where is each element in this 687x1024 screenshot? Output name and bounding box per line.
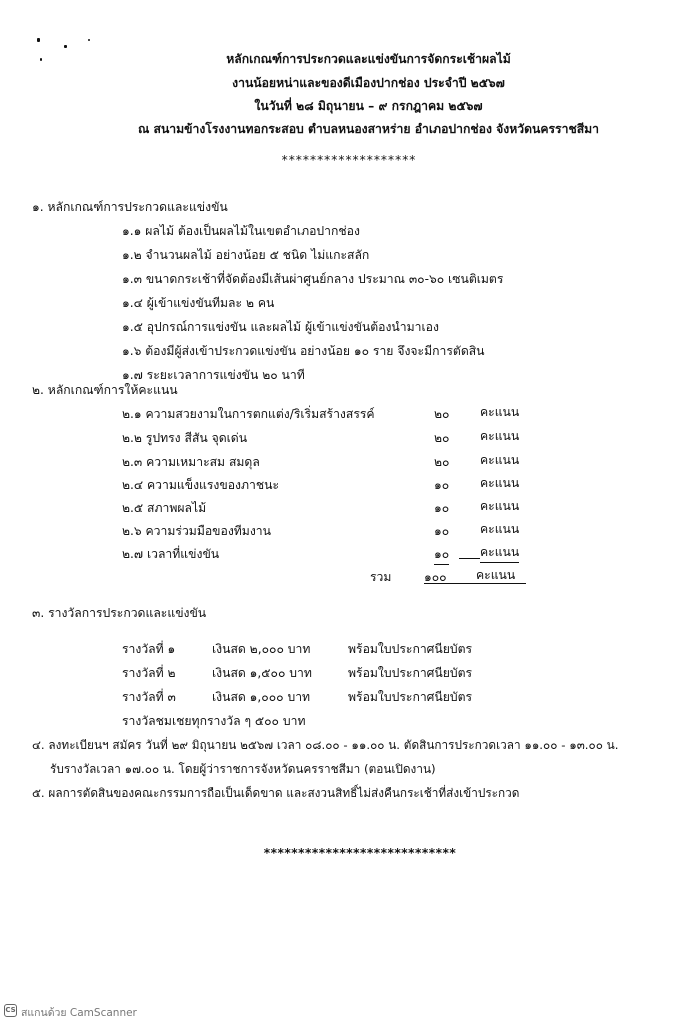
score-unit: คะแนน	[480, 453, 520, 467]
prize-amount: เงินสด ๒,๐๐๐ บาท	[212, 642, 311, 656]
score-label: ๒.๖ ความร่วมมือของทีมงาน	[122, 524, 271, 538]
score-value: ๒๐	[434, 455, 450, 469]
criteria-item: ๑.๖ ต้องมีผู้ส่งเข้าประกวดแข่งขัน อย่างน้อย ๑๐ ราย จึงจะมีการตัดสิน	[122, 344, 485, 358]
total-score: ๑๐๐	[424, 570, 447, 584]
prize-extra: พร้อมใบประกาศนียบัตร	[348, 666, 473, 680]
title-line-2: งานน้อยหน่าและของดีเมืองปากช่อง ประจำปี ๒๕๖๗	[232, 76, 505, 90]
section-1-heading: ๑. หลักเกณฑ์การประกวดและแข่งขัน	[32, 200, 228, 214]
prize-rank: รางวัลที่ ๒	[122, 666, 176, 680]
prize-extra: พร้อมใบประกาศนียบัตร	[348, 690, 473, 704]
criteria-item: ๑.๒ จำนวนผลไม้ อย่างน้อย ๕ ชนิด ไม่แกะสลัก	[122, 248, 370, 262]
score-value: ๒๐	[434, 431, 450, 445]
underline-gap	[459, 558, 480, 559]
criteria-item: ๑.๗ ระยะเวลาการแข่งขัน ๒๐ นาที	[122, 368, 305, 382]
prize-amount: เงินสด ๑,๕๐๐ บาท	[212, 666, 312, 680]
criteria-item: ๑.๓ ขนาดกระเช้าที่จัดต้องมีเส้นผ่าศูนย์กลาง ประมาณ ๓๐-๖๐ เซนติเมตร	[122, 272, 504, 286]
score-label: ๒.๑ ความสวยงามในการตกแต่ง/ริเริ่มสร้างสรรค์	[122, 407, 375, 421]
criteria-item: ๑.๑ ผลไม้ ต้องเป็นผลไม้ในเขตอำเภอปากช่อง	[122, 224, 360, 238]
score-unit: คะแนน	[480, 522, 520, 536]
score-label: ๒.๔ ความแข็งแรงของภาชนะ	[122, 478, 279, 492]
criteria-item: ๑.๕ อุปกรณ์การแข่งขัน และผลไม้ ผู้เข้าแข่งขันต้องนำมาเอง	[122, 320, 439, 334]
prize-rank: รางวัลที่ ๑	[122, 642, 176, 656]
prize-rank: รางวัลที่ ๓	[122, 690, 176, 704]
prize-amount: เงินสด ๑,๐๐๐ บาท	[212, 690, 311, 704]
section-3-heading: ๓. รางวัลการประกวดและแข่งขัน	[32, 606, 207, 620]
score-value: ๒๐	[434, 407, 450, 421]
section-2-heading: ๒. หลักเกณฑ์การให้คะแนน	[32, 383, 178, 397]
score-value: ๑๐	[434, 478, 450, 492]
prize-extra: พร้อมใบประกาศนียบัตร	[348, 642, 473, 656]
section-4-line-1: ๔. ลงทะเบียนฯ สมัคร วันที่ ๒๙ มิถุนายน ๒๕๖๗ เวลา ๐๘.๐๐ - ๑๑.๐๐ น. ตัดสินการประกวดเวลา ๑๑.๐๐ - ๑๓.๐๐ น.	[32, 738, 619, 752]
score-label: ๒.๕ สภาพผลไม้	[122, 501, 207, 515]
title-line-1: หลักเกณฑ์การประกวดและแข่งขันการจัดกระเช้าผลไม้	[226, 52, 511, 66]
criteria-item: ๑.๔ ผู้เข้าแข่งขันทีมละ ๒ คน	[122, 296, 275, 310]
score-label: ๒.๒ รูปทรง สีสัน จุดเด่น	[122, 431, 248, 445]
score-value: ๑๐	[434, 545, 449, 565]
total-unit: คะแนน	[476, 568, 516, 582]
score-unit: คะแนน	[480, 476, 520, 490]
score-value: ๑๐	[434, 501, 450, 515]
section-4-line-2: รับรางวัลเวลา ๑๗.๐๐ น. โดยผู้ว่าราชการจังหวัดนครราชสีมา (ตอนเปิดงาน)	[50, 762, 436, 776]
score-unit: คะแนน	[480, 499, 520, 513]
score-label: ๒.๓ ความเหมาะสม สมดุล	[122, 455, 260, 469]
score-value: ๑๐	[434, 524, 450, 538]
camscanner-footer-text: สแกนด้วย CamScanner	[21, 1007, 137, 1019]
section-5-line: ๕. ผลการตัดสินของคณะกรรมการถือเป็นเด็ดขาด และสงวนสิทธิ์ไม่ส่งคืนกระเช้าที่ส่งเข้าประกวด	[32, 786, 520, 800]
score-unit: คะแนน	[480, 543, 519, 563]
header-divider: *******************	[281, 153, 417, 167]
total-label: รวม	[370, 570, 392, 584]
end-divider: ****************************	[263, 846, 457, 860]
title-line-4: ณ สนามข้างโรงงานทอกระสอบ ตำบลหนองสาหร่าย อำเภอปากช่อง จังหวัดนครราชสีมา	[137, 122, 600, 136]
title-line-3: ในวันที่ ๒๘ มิถุนายน – ๙ กรกฎาคม ๒๕๖๗	[254, 99, 483, 113]
score-unit: คะแนน	[480, 429, 520, 443]
camscanner-logo-icon: CS	[4, 1004, 17, 1017]
score-unit: คะแนน	[480, 405, 520, 419]
score-label: ๒.๗ เวลาที่แข่งขัน	[122, 547, 220, 561]
consolation-prize: รางวัลชมเชยทุกรางวัล ๆ ๕๐๐ บาท	[122, 714, 306, 728]
